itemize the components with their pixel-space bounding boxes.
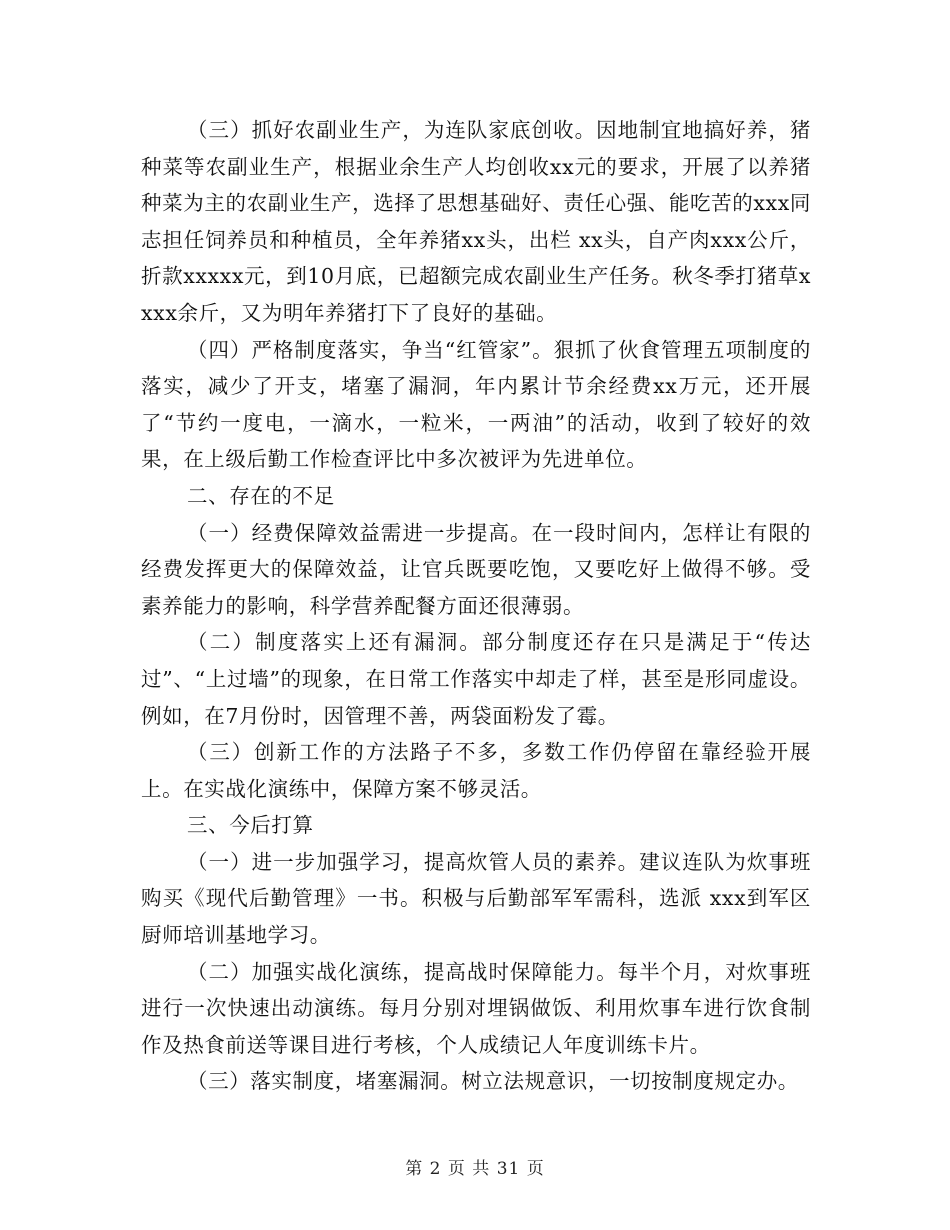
- document-body: [141, 112, 811, 1100]
- section-heading-future-plans: 三、今后打算: [187, 813, 314, 838]
- page-number-label: 第 2 页 共 31 页: [405, 1159, 545, 1179]
- paragraph-innovation-methods: （三）创新工作的方法路子不多，多数工作仍停留在靠经验开展上。在实战化演练中，保障方案不够灵活。: [141, 740, 811, 801]
- paragraph-system-loopholes: （二）制度落实上还有漏洞。部分制度还存在只是满足于“传达过”、“上过墙”的现象，在日常工作落实中却走了样，甚至是形同虚设。例如，在7月份时，因管理不善，两袋面粉发了霉。: [141, 630, 811, 728]
- paragraph-combat-drills: （二）加强实战化演练，提高战时保障能力。每半个月，对炊事班进行一次快速出动演练。每月分别对埋锅做饭、利用炊事车进行饮食制作及热食前送等课目进行考核，个人成绩记人年度训练卡片。: [141, 959, 811, 1057]
- section-heading-shortcomings: 二、存在的不足: [187, 483, 335, 508]
- paragraph-funding-efficiency: （一）经费保障效益需进一步提高。在一段时间内，怎样让有限的经费发挥更大的保障效益，让官兵既要吃饱，又要吃好上做得不够。受素养能力的影响，科学营养配餐方面还很薄弱。: [141, 520, 811, 618]
- paragraph-strengthen-learning: （一）进一步加强学习，提高炊管人员的素养。建议连队为炊事班购买《现代后勤管理》一书。积极与后勤部军军需科，选派 xxx到军区厨师培训基地学习。: [141, 849, 811, 948]
- paragraph-strict-system: （四）严格制度落实，争当“红管家”。狠抓了伙食管理五项制度的落实，减少了开支，堵塞了漏洞，年内累计节余经费xx万元，还开展了“节约一度电，一滴水，一粒米，一两油”的活动，收到了较好的效果，在上级后勤工作检查评比中多次被评为先进单位。: [141, 337, 811, 472]
- paragraph-implement-system: （三）落实制度，堵塞漏洞。树立法规意识，一切按制度规定办。: [187, 1069, 799, 1094]
- paragraph-farming-production: （三）抓好农副业生产，为连队家底创收。因地制宜地搞好养，猪种菜等农副业生产，根据业余生产人均创收xx元的要求，开展了以养猪种菜为主的农副业生产，选择了思想基础好、责任心强、能吃苦的xxx同志担任饲养员和种植员，全年养猪xx头，出栏 xx头，自产肉xxx公斤，折款xxxxx元，到10月底，已超额完成农副业生产任务。秋冬季打猪草xxxx余斤，又为明年养猪打下了良好的基础。: [141, 118, 811, 325]
- page-footer: [0, 1154, 950, 1179]
